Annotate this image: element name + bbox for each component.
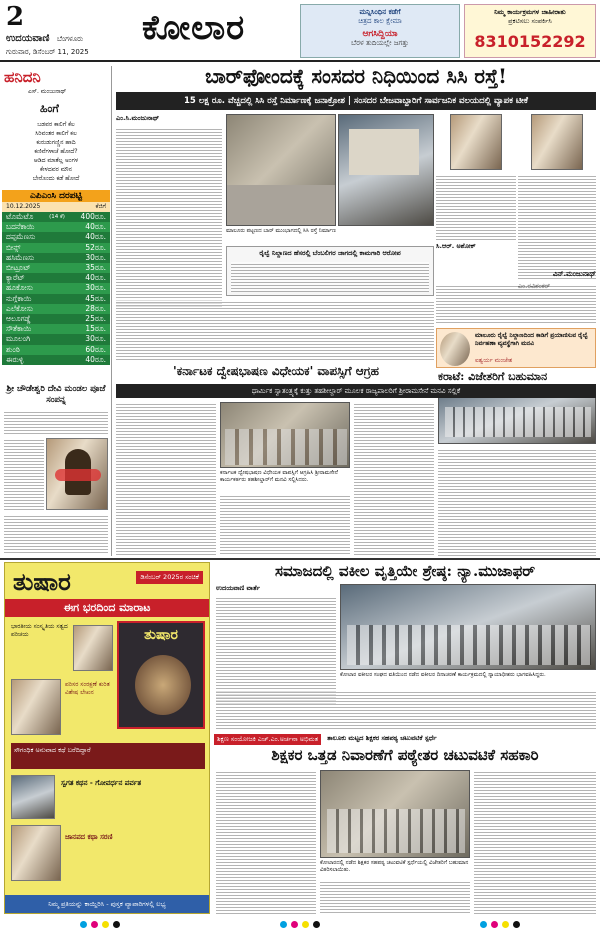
railway-banner (436, 328, 596, 368)
lead-text-col1 (116, 127, 222, 307)
rate-item-name: ಟೊಮೆಟೊ (6, 212, 34, 221)
rate-item-price: 28ರೂ. (85, 303, 106, 313)
page-header (0, 0, 600, 62)
story2-subhead: ಧಾರ್ಮಿಕ ಸ್ವಾತಂತ್ರ್ಯಕ್ಕೆ ಕುತ್ತು ತಹಶೀಲ್ದಾರ್ ಮೂಲಕ ರಾಜ್ಯಪಾಲರಿಗೆ ಶ್ರೀರಾಮಸೇನೆ ಮನವಿ ಸಲ್ಲಿಕೆ (116, 384, 596, 398)
rate-item-name: ಎಲೆಕೋಸು (6, 303, 33, 313)
story2-headline: 'ಕರ್ನಾಟಕ ದ್ವೇಷಭಾಷಣ ವಿಧೇಯಕ' ವಾಪಸ್ಸಿಗೆ ಆಗ್ರಹ (173, 364, 379, 378)
rate-item-qty: (14 ಕೆ) (49, 214, 65, 220)
lead-inset-box (226, 246, 434, 296)
story2-text-col3 (354, 402, 434, 556)
rate-item-name: ನುಗ್ಗೆಕಾಯಿ (6, 293, 32, 303)
tushara-blurb2: ಪರಿಸರ ಸಂರಕ್ಷಣೆ ಕುರಿತ ವಿಶೇಷ ಲೇಖನ (65, 681, 110, 696)
issue-date: ಗುರುವಾರ, ಡಿಸೆಂಬರ್ 11, 2025 (6, 48, 89, 56)
lead-quote-right (518, 114, 596, 291)
ad-left-line3: ಆಗಸಿದ್ದಿಯಾ (362, 29, 398, 39)
rates-subheader (2, 202, 110, 212)
story4-text-lower (216, 690, 596, 730)
story2-text-col1 (116, 402, 216, 556)
rates-title: ಎಪಿಎಂಸಿ ದರಪಟ್ಟಿ (2, 190, 110, 202)
poem-line: ಸಿರಿವಂತರ ಕಾಲಿಗೆ ಕಲ (35, 130, 77, 137)
tushara-blurb1: ಭಾರತೀಯ ಸಂಸ್ಕೃತಿಯ ಸತ್ವದ ಪರಿಚಯ (11, 623, 68, 638)
story5-text-col3 (474, 770, 596, 914)
story5-photo (320, 770, 470, 858)
rate-item-name: ಶುಂಠಿ (6, 344, 20, 354)
lead-quote-left (436, 114, 516, 251)
section-title: ಕೋಲಾರ (142, 8, 246, 48)
quote-portrait-right (531, 114, 583, 170)
banner-name: ಐಶ್ವರ್ಯ ಮಂಜೇಶ (475, 357, 513, 364)
rate-row (2, 324, 110, 334)
quote-text-left (436, 174, 516, 240)
story5-kicker: ಶಿಕ್ಷಣ ಸಂಯೋಜಕಿ ಎಚ್.ಎಂ.ಅರ್ಚನಾ ಅಭಿಮತ (214, 734, 321, 745)
story4-byline: ಉದಯವಾಣಿ ವಾರ್ತೆ (216, 584, 261, 592)
rate-item-price: 35ರೂ. (85, 263, 106, 273)
header-ad-right[interactable] (464, 4, 596, 58)
poem-line: ಆಡಿದ ಮಾತೆಲ್ಲ ಅಂಗಳ (33, 157, 79, 164)
lead-box-quote-name: ವಿನ್.ಮಂಜುನಾಥ್ (552, 270, 596, 278)
karate-text (438, 448, 596, 556)
lead-subhead: 15 ಲಕ್ಷ ರೂ. ವೆಚ್ಚದಲ್ಲಿ ಸಿಸಿ ರಸ್ತೆ ನಿರ್ಮಾಣಕ್ಕೆ ಜನಾಕ್ರೋಶ | ಸಂಸದರ ಬೇಜವಾಬ್ದಾರಿಗೆ ಸಾರ್ವಜನಿಕ ವಲಯದಲ್ಲಿ ವ್ಯಾಪಕ ಟೀಕೆ (116, 92, 596, 110)
rate-item-name: ಮೂಲಂಗಿ (6, 334, 31, 344)
hanidani-logo: ಹನಿದನಿ (4, 68, 41, 86)
poem-line: ಬಡವರ ಕಾಲಿಗೆ ಕೆಲ (37, 121, 75, 128)
rate-item-name: ಕ್ಯಾರೆಟ್ (6, 273, 25, 283)
apmc-rate-table (2, 190, 110, 365)
story5-text-col1 (216, 770, 316, 914)
ad-left-line2: ಚಿತ್ರದ ಕಾಲ ಕ್ಷೇಮಾ (358, 17, 402, 25)
story4-photo (340, 584, 596, 670)
tushara-ad[interactable] (4, 562, 210, 914)
story2-photo-caption: ಕರ್ನಾಟಕ ದ್ವೇಷಭಾಷಣ ವಿಧೇಯಕ ವಾಪಸ್ಸಿಗೆ ಆಗ್ರಹಿಸಿ ಶ್ರೀರಾಮಸೇನೆ ಕಾರ್ಯಕರ್ತರು ತಹಶೀಲ್ದಾರ್‌ಗೆ ಮನವಿ ಸಲ್ಲಿಸಿದರು. (220, 470, 338, 483)
lead-photo-left (226, 114, 336, 226)
rate-item-price: 45ರೂ. (85, 293, 106, 303)
rate-item-price: 40ರೂ. (85, 232, 106, 242)
page-number: 2 (6, 2, 25, 32)
banner-portrait (440, 332, 470, 366)
poem-line: ಕುರುಡುಗಣ್ಣಿನ ಹಾದಿ (36, 139, 76, 146)
rate-row (2, 253, 110, 263)
story5-text-col2 (320, 880, 470, 914)
rate-item-price: 400ರೂ. (80, 212, 106, 221)
quote-text-right (518, 174, 596, 280)
tushara-cover-title: ತುಷಾರ (144, 627, 178, 643)
rate-item-name: ಆಲೂಗಡ್ಡೆ (6, 314, 31, 324)
story2-photo (220, 402, 350, 468)
rate-row (2, 314, 110, 324)
rate-item-price: 60ರೂ. (85, 344, 106, 354)
rate-item-price: 15ರೂ. (85, 324, 106, 334)
tushara-portrait-1 (73, 625, 113, 671)
poem-line: ಕೇಳದವರ ಮೌನ (39, 166, 72, 173)
poem-line: ಕಣಿವೆಗಳಾಚೆ ಹೋದೆ? (34, 148, 78, 155)
lead-byline: ಎಂ.ಸಿ.ಮಂಜುನಾಥ್ (116, 114, 160, 122)
lead-photo-caption: ಮಾಲೂರು ಪಟ್ಟಣದ ಬಾರ್ ಮುಂಭಾಗದಲ್ಲಿ ಸಿಸಿ ರಸ್ತೆ ನಿರ್ಮಾಣ (226, 228, 336, 234)
tushara-title: ತುಷಾರ (13, 567, 71, 596)
horizontal-divider (0, 558, 600, 560)
tushara-tagline: ಈಗ ಭರದಿಂದ ಮಾರಾಟ (5, 599, 209, 617)
tushara-blurb3: ಸೌಗಂಧಿಕ ಅನುವಾದ ಕಥೆ ಬರೆದಿದ್ದಾರೆ (11, 743, 205, 769)
temple-text-2 (4, 438, 44, 510)
rate-item-name: ಬೀಟ್ರೂಟ್ (6, 263, 31, 273)
temple-text-3 (4, 514, 108, 554)
story4-photo-caption: ಕೋಲಾರ ವಕೀಲರ ಸಂಘದ ವತಿಯಿಂದ ನಡೆದ ವಕೀಲರ ದಿನಾಚರಣೆ ಕಾರ್ಯಕ್ರಮದಲ್ಲಿ ನ್ಯಾಯಾಧೀಶರು ಭಾಗವಹಿಸಿದ್ದರು. (340, 672, 546, 678)
tushara-blurb5: ಜಾನಪದ ಕಥಾ ಸರಣಿ (65, 833, 113, 841)
rate-item-name: ಸೌತೆಕಾಯಿ (6, 324, 32, 334)
quote-portrait-left (450, 114, 502, 170)
print-registration-marks (0, 916, 600, 928)
tushara-blurb4: ಸ್ವಗತ ಕಥನ - ಗೋವರ್ಧನ ಪರ್ವತ (61, 779, 142, 787)
rate-item-price: 40ರೂ. (85, 222, 106, 232)
rate-row (2, 263, 110, 273)
lead-headline: ಬಾರ್‌ಫೋಂದಕ್ಕೆ ಸಂಸದರ ನಿಧಿಯಿಂದ ಸಿಸಿ ರಸ್ತೆ! (205, 64, 507, 88)
rates-unit: ಕೆಜಿಗೆ (95, 203, 106, 210)
rate-item-name: ಹೂಕೋಸು (6, 283, 33, 293)
ad-left-line1: ಮನ್ನಿಸಿಂಧಿನ ಕಡೆಗೆ (359, 8, 401, 16)
rate-item-price: 30ರೂ. (85, 334, 106, 344)
tushara-footer: ನಿಮ್ಮ ಪ್ರತಿಯನ್ನು ಕಾಯ್ದಿರಿಸಿ - ಪುಸ್ತಕ ವ್ಯಾಪಾರಿಗಳಲ್ಲಿ ಲಭ್ಯ (5, 895, 209, 913)
quote-name-left: ಸಿ.ಆರ್. ಅಶೋಕ್ (436, 242, 476, 250)
poem-byline: ಎಸ್. ಮಂಜುನಾಥ್ (28, 88, 67, 95)
rate-row (2, 355, 110, 365)
rate-item-name: ಬದನೆಕಾಯಿ (6, 222, 35, 232)
rate-row (2, 334, 110, 344)
lead-box-text (231, 262, 429, 292)
lead-text-right (436, 284, 596, 324)
poem-line: ಬೇರೊಂದು ಕಡೆ ಹೋದೆ (32, 175, 80, 182)
temple-headline: ಶ್ರೀ ಚೌಡೇಶ್ವರಿ ದೇವಿ ಮಂಡಲ ಪೂಜೆ ಸಂಪನ್ನ (6, 384, 106, 405)
rate-item-price: 40ರೂ. (85, 273, 106, 283)
lead-photo-right (338, 114, 434, 226)
rate-row (2, 222, 110, 232)
tushara-portrait-4 (11, 825, 61, 881)
ad-left-line4: ಬೆರಳ ತುದಿಯಲ್ಲೇ ಜಗತ್ತು (351, 39, 409, 47)
tushara-portrait-3 (11, 775, 55, 819)
lead-box-headline: ರೈಲ್ವೆ ನಿಲ್ದಾಣದ ಹೆಸರಲ್ಲಿ ಬೆಂಬಲಿಗರ ಜಾಗದಲ್ಲಿ ಕಾಮಗಾರಿ ಆರೋಪ (259, 249, 401, 257)
story5-headline: ಶಿಕ್ಷಕರ ಒತ್ತಡ ನಿವಾರಣೆಗೆ ಪಠ್ಯೇತರ ಚಟುವಟಿಕೆ ಸಹಕಾರಿ (271, 746, 539, 764)
poem-title: ಹಿಂಗೆ (40, 102, 59, 115)
tushara-issue: ಡಿಸೆಂಬರ್ 2025ರ ಸಂಚಿಕೆ (136, 571, 203, 584)
rate-item-price: 40ರೂ. (85, 354, 106, 364)
left-sidebar (0, 66, 112, 556)
lead-column-1 (116, 114, 222, 307)
ad-right-line2: ಪ್ರಕಟಿಸಲು ಸಂಪರ್ಕಿಸಿ (508, 17, 552, 25)
rate-row (2, 232, 110, 242)
rate-row (2, 294, 110, 304)
rate-item-name: ಬೀನ್ಸ್ (6, 242, 21, 252)
tushara-cover (117, 621, 205, 729)
rate-item-price: 30ರೂ. (85, 283, 106, 293)
rate-row (2, 273, 110, 283)
temple-photo (46, 438, 108, 510)
karate-headline: ಕರಾಟೆ: ವಿಜೇತರಿಗೆ ಬಹುಮಾನ (438, 370, 548, 383)
rate-item-price: 30ರೂ. (85, 252, 106, 262)
story5-kicker-row (214, 734, 596, 745)
rate-row (2, 243, 110, 253)
rate-item-price: 25ರೂ. (85, 314, 106, 324)
story4-headline: ಸಮಾಜದಲ್ಲಿ ವಕೀಲ ವೃತ್ತಿಯೇ ಶ್ರೇಷ್ಠ: ನ್ಯಾ.ಮುಜಾಫರ್ (274, 562, 536, 580)
ad-phone-number[interactable]: 8310152292 (474, 32, 586, 51)
ad-right-line1: ನಿಮ್ಮ ಕಾರ್ಯಕ್ರಮಗಳ ಜಾಹೀರಾತು (494, 8, 566, 16)
rate-item-name: ಈರುಳ್ಳಿ (6, 354, 24, 364)
story5-kicker2: ತಾಲೂಕು ಮಟ್ಟದ ಶಿಕ್ಷಕರ ಸಹಪಠ್ಯ ಚಟುವಟಿಕೆ ಸ್ಪರ್ಧೆ (327, 734, 437, 742)
rate-item-name: ಹಸಿಮೆಣಸು (6, 252, 35, 262)
rate-item-name: ದಪ್ಪಮೆಣಸು (6, 232, 36, 242)
story2-text-col2 (220, 494, 350, 556)
story4-column-1 (216, 584, 336, 706)
banner-text: ಮಾಲೂರು ರೈಲ್ವೆ ನಿಲ್ದಾಣದಿಂದ ಕಾಡಿಗೆ ಪ್ರಯಾಣಿಸುವ ರೈಲ್ವೆ ನಿರ್ವಹಣಾ ವ್ಯವಸ್ಥೆಗಾಗಿ ಮನವಿ (475, 332, 588, 347)
story5-photo-caption: ಕೋಲಾರದಲ್ಲಿ ನಡೆದ ಶಿಕ್ಷಕರ ಸಹಪಠ್ಯ ಚಟುವಟಿಕೆ ಸ್ಪರ್ಧೆಯಲ್ಲಿ ವಿಜೇತರಿಗೆ ಬಹುಮಾನ ವಿತರಿಸಲಾಯಿತು. (320, 860, 469, 873)
temple-text (4, 410, 108, 436)
rate-row (2, 304, 110, 314)
rate-row (2, 283, 110, 293)
tushara-portrait-2 (11, 679, 61, 735)
rate-row (2, 212, 110, 222)
rate-row (2, 345, 110, 355)
paper-name: ಉದಯವಾಣಿ ಬೆಂಗಳೂರು (6, 33, 84, 44)
rates-date: 10.12.2025 (6, 203, 41, 210)
rate-item-price: 52ರೂ. (85, 242, 106, 252)
header-ad-left[interactable] (300, 4, 460, 58)
lead-text-lower (116, 300, 434, 360)
poem-body (4, 120, 108, 183)
